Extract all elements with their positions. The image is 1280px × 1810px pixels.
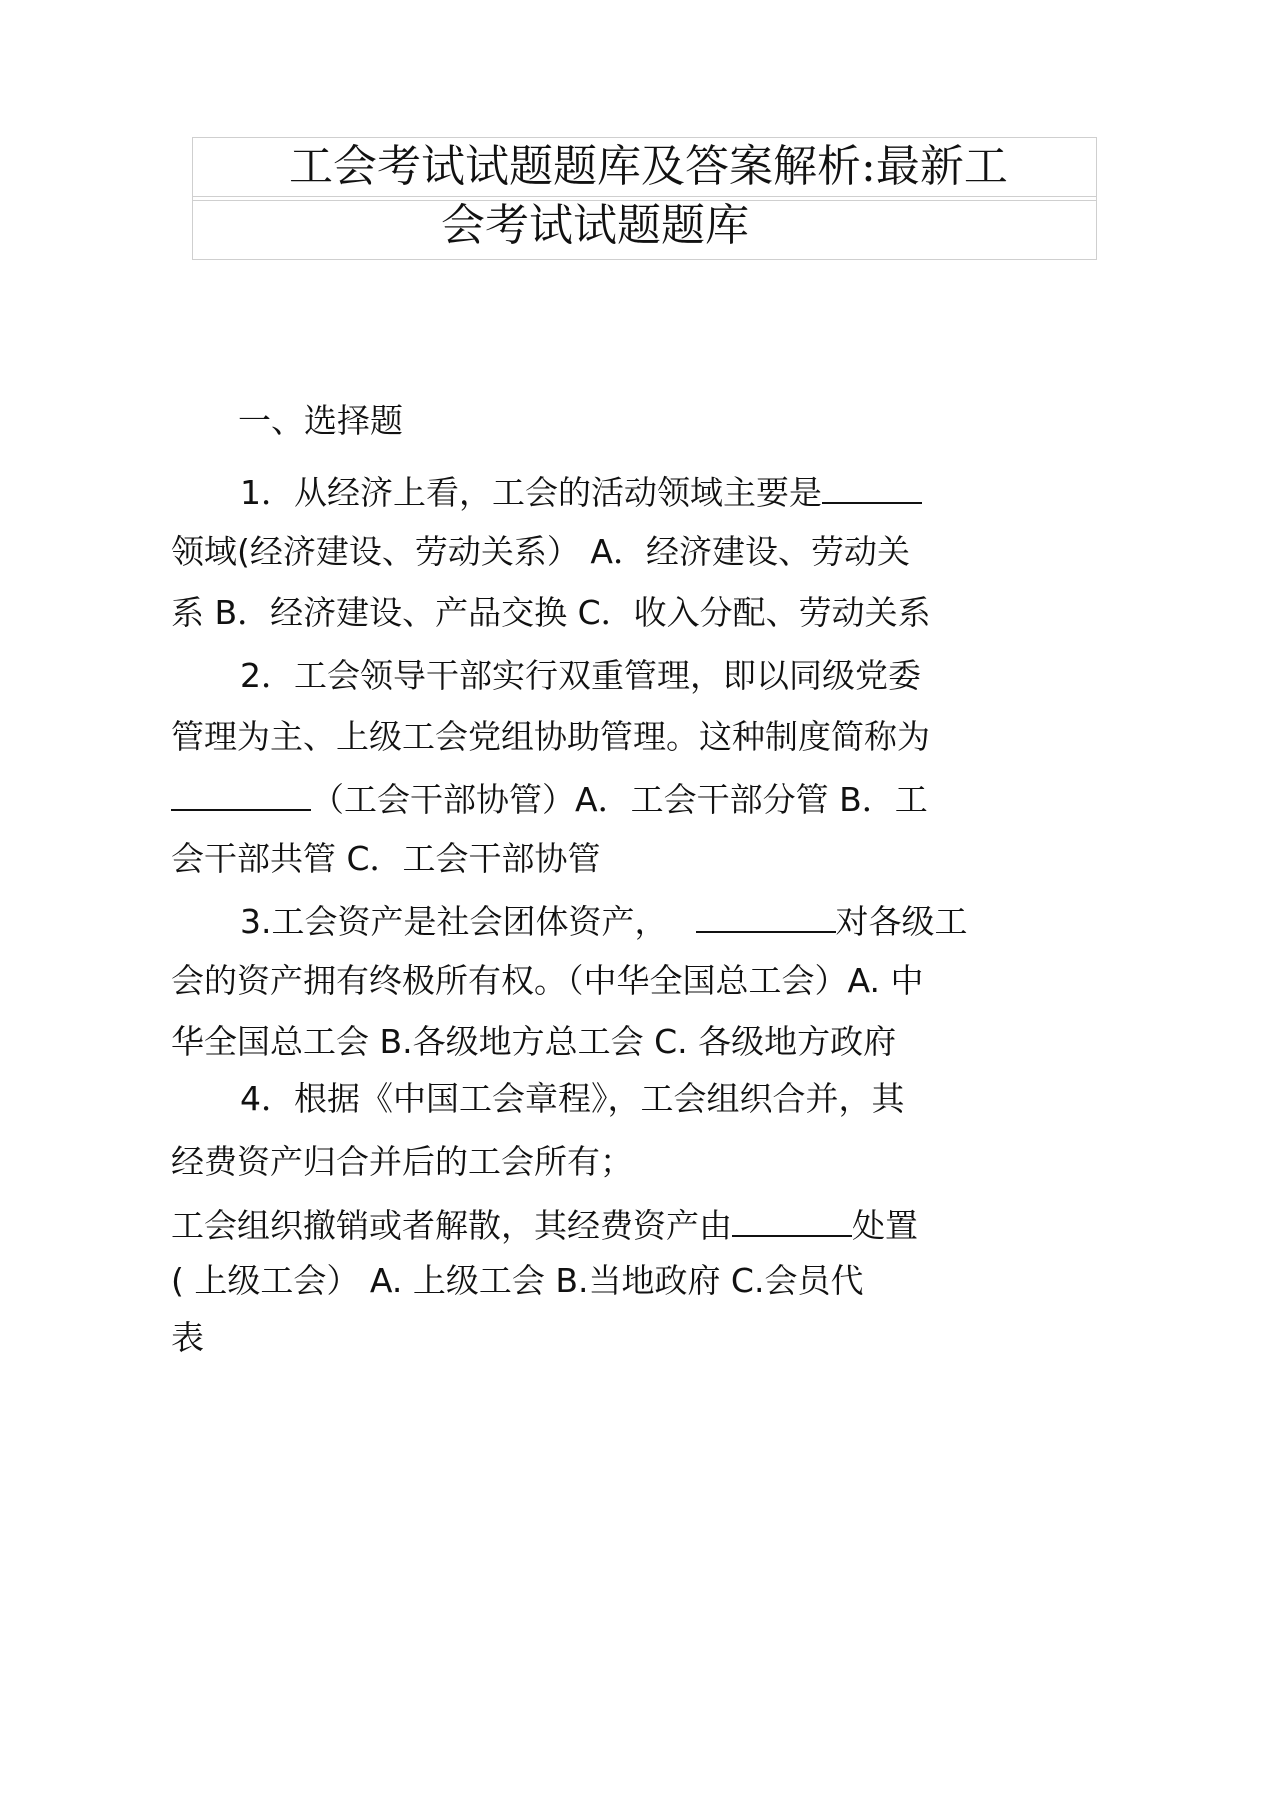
question-1-line-2: 领域(经济建设、劳动关系） A．经济建设、劳动关 [171, 532, 910, 571]
question-2-options: （工会干部协管）A．工会干部分管 B．工 [311, 780, 928, 819]
question-3-text-b: 对各级工 [835, 902, 968, 941]
title-box-1 [192, 137, 1097, 201]
question-1-line-1 [240, 468, 922, 516]
question-2-line-1: 2．工会领导干部实行双重管理，即以同级党委 [240, 656, 921, 695]
section-heading: 一、选择题 [238, 401, 403, 440]
question-1-line-3: 系 B．经济建设、产品交换 C．收入分配、劳动关系 [171, 593, 931, 632]
question-2-line-3 [171, 775, 928, 823]
document-title-line-2: 会考试试题题库 [441, 200, 749, 251]
question-1-text: 1．从经济上看，工会的活动领域主要是 [240, 473, 822, 512]
document-title-line-1: 工会考试试题题库及答案解析:最新工 [289, 141, 1008, 192]
answer-blank [171, 775, 311, 811]
question-2-line-2: 管理为主、上级工会党组协助管理。这种制度简称为 [171, 717, 930, 756]
question-2-line-4: 会干部共管 C．工会干部协管 [171, 839, 601, 878]
question-4-line-3 [171, 1201, 918, 1249]
question-4-text-b: 处置 [852, 1206, 918, 1245]
question-4-line-1: 4．根据《中国工会章程》，工会组织合并，其 [240, 1079, 905, 1118]
question-4-line-4: ( 上级工会） A. 上级工会 B.当地政府 C.会员代 [171, 1261, 864, 1300]
title-box-2 [192, 196, 1097, 260]
question-4-text-a: 工会组织撤销或者解散，其经费资产由 [171, 1206, 732, 1245]
question-4-line-2: 经费资产归合并后的工会所有； [171, 1142, 633, 1181]
question-3-line-3: 华全国总工会 B.各级地方总工会 C. 各级地方政府 [171, 1022, 897, 1061]
question-3-text-a: 3.工会资产是社会团体资产， [240, 902, 668, 941]
answer-blank [822, 468, 922, 504]
answer-blank [732, 1201, 852, 1237]
question-4-line-5: 表 [171, 1318, 204, 1357]
question-3-line-1 [240, 897, 968, 945]
question-3-line-2: 会的资产拥有终极所有权。（中华全国总工会）A. 中 [171, 961, 924, 1000]
answer-blank [696, 897, 836, 933]
